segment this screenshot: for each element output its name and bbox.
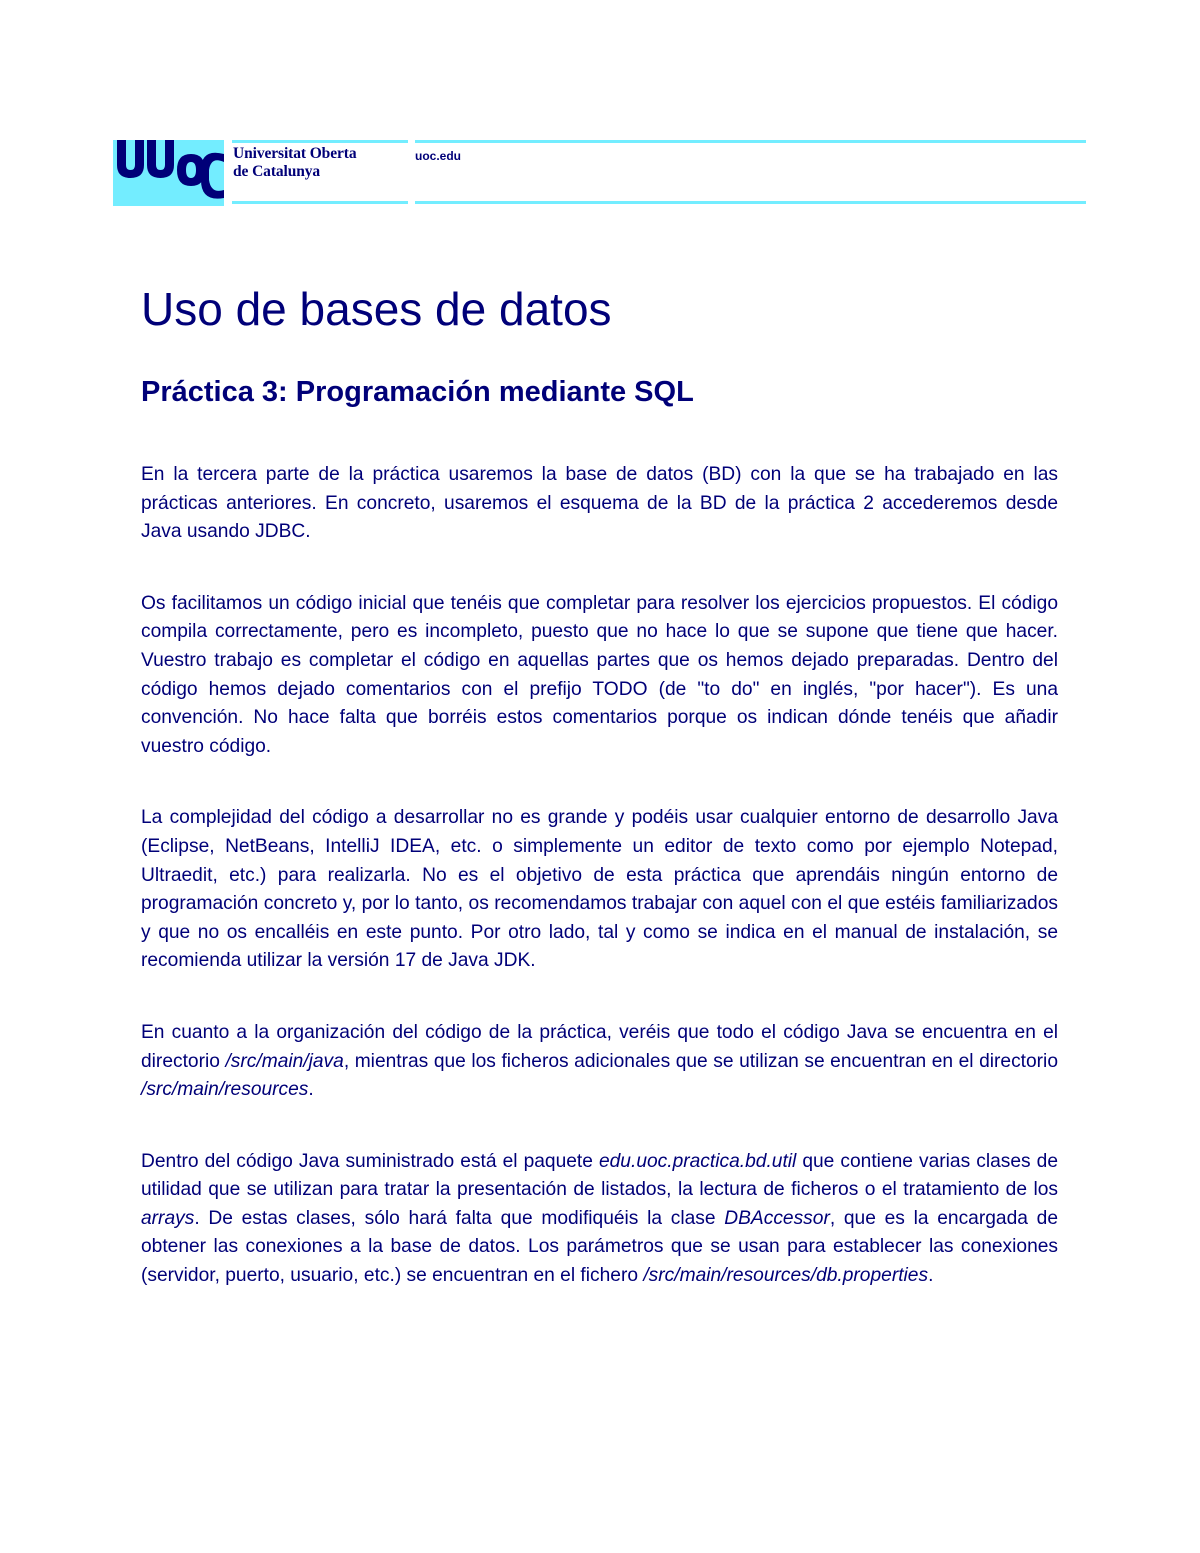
header-rule (232, 140, 408, 143)
text-span: . (308, 1079, 314, 1101)
university-name (233, 145, 356, 181)
text-span: Dentro del código Java suministrado está el paquete (141, 1150, 599, 1172)
path-java: /src/main/java (225, 1050, 344, 1072)
text-span: . (928, 1265, 934, 1287)
class-name: DBAccessor (724, 1207, 830, 1229)
header-rule (415, 201, 1086, 204)
text-span: , mientras que los ficheros adicionales que se utilizan se encuentran en el directorio (343, 1050, 1058, 1072)
header-rule (232, 201, 408, 204)
text-span: . De estas clases, sólo hará falta que modifiquéis la clase (194, 1207, 725, 1229)
university-name-line2: de Catalunya (233, 163, 321, 180)
text-span: En cuanto a la organización del código de la práctica, veréis que todo el código Java se encuentra en el directorio (141, 1021, 1058, 1072)
text-span: que contiene varias clases de utilidad que se utilizan para tratar la presentación de listados, la lectura de ficheros o el tratamiento de los (141, 1150, 1058, 1201)
paragraph-utility-package (141, 1148, 1058, 1291)
header-rule (415, 140, 1086, 143)
document-title: Uso de bases de datos (141, 283, 612, 335)
document-subtitle: Práctica 3: Programación mediante SQL (141, 376, 694, 408)
university-name-line1: Universitat Oberta (233, 145, 357, 162)
uoc-logo (113, 140, 224, 206)
paragraph-organization (141, 1019, 1058, 1105)
document-body (141, 461, 1058, 1334)
page-header (113, 140, 1086, 206)
term-arrays: arrays (141, 1207, 195, 1229)
text-span: , que es la encargada de obtener las conexiones a la base de datos. Los parámetros que se usan para establecer las conexiones (servidor, puerto, usuario, etc.) se encuentran en el fichero (141, 1207, 1058, 1287)
uoc-logo-mark (113, 140, 224, 206)
paragraph-environment: La complejidad del código a desarrollar no es grande y podéis usar cualquier entorno de desarrollo Java (Eclipse, NetBeans, IntelliJ IDEA, etc. o simplemente un editor de texto como por ejemplo Notepad, Ultraedit, etc.) para realizarla. No es el objetivo de esta práctica que aprendáis ningún entorno de programación concreto y, por lo tanto, os recomendamos trabajar con aquel con el que estéis familiarizados y que no os encalléis en este punto. Por otro lado, tal y como se indica en el manual de instalación, se recomienda utilizar la versión 17 de Java JDK. (141, 807, 1058, 972)
properties-file-path: /src/main/resources/db.properties (643, 1265, 929, 1287)
paragraph-intro: En la tercera parte de la práctica usaremos la base de datos (BD) con la que se ha trabajado en las prácticas anteriores. En concreto, usaremos el esquema de la BD de la práctica 2 accederemos desde Java usando JDBC. (141, 464, 1058, 543)
path-resources: /src/main/resources (141, 1079, 309, 1101)
website-link[interactable]: uoc.edu (415, 149, 462, 163)
package-name: edu.uoc.practica.bd.util (598, 1150, 797, 1172)
paragraph-initial-code: Os facilitamos un código inicial que tenéis que completar para resolver los ejercicios propuestos. El código compila correctamente, pero es incompleto, puesto que no hace lo que se supone que tiene que hacer. Vuestro trabajo es completar el código en aquellas partes que os hemos dejado preparadas. Dentro del código hemos dejado comentarios con el prefijo TODO (de "to do" en inglés, "por hacer"). Es una convención. No hace falta que borréis estos comentarios porque os indican dónde tenéis que añadir vuestro código. (141, 592, 1058, 757)
